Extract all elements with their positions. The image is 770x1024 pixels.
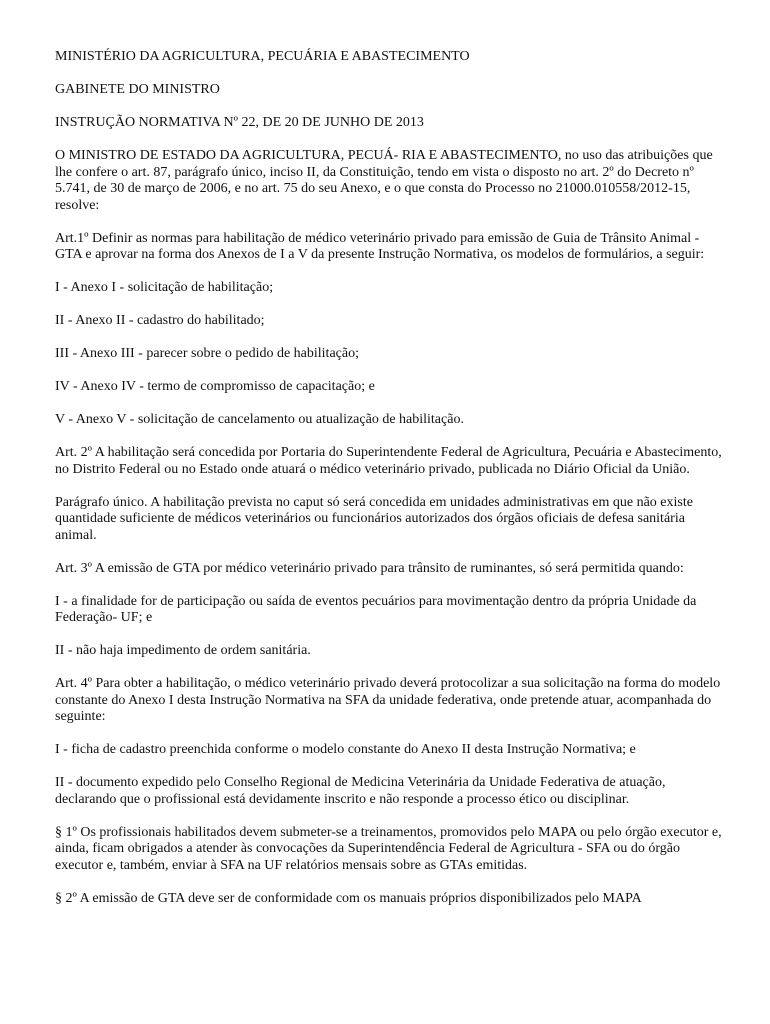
article-1-item-i: I - Anexo I - solicitação de habilitação; — [55, 280, 274, 295]
article-1-item-iv: IV - Anexo IV - termo de compromisso de capacitação; e — [55, 379, 375, 394]
article-4-section-1: § 1º Os profissionais habilitados devem submeter-se a treinamentos, promovidos pelo MAPA ou pelo órgão executor e, ainda, ficam obrigados a atender às convocações da Superintendência Federal de Agricultura - SFA ou do órgão executor e, também, enviar à SFA na UF relatórios mensais sobre as GTAs emitidas. — [55, 824, 722, 873]
article-2-sole-paragraph: Parágrafo único. A habilitação prevista no caput só será concedida em unidades administrativas em que não existe quantidade suficiente de médicos veterinários ou funcionários autorizados dos órgãos oficiais de defesa sanitária animal. — [55, 494, 693, 543]
article-4-paragraph: Art. 4º Para obter a habilitação, o médico veterinário privado deverá protocolizar a sua solicitação na forma do modelo constante do Anexo I desta Instrução Normativa na SFA da unidade federativa, onde pretende atuar, acompanhada do seguinte: — [55, 676, 721, 724]
article-1-item-ii: II - Anexo II - cadastro do habilitado; — [55, 313, 265, 328]
article-4-section-2: § 2º A emissão de GTA deve ser de conformidade com os manuais próprios disponibilizados pelo MAPA — [55, 890, 642, 906]
preamble-paragraph: O MINISTRO DE ESTADO DA AGRICULTURA, PECUÁ- RIA E ABASTECIMENTO, no uso das atribuições que lhe confere o art. 87, parágrafo único, inciso II, da Constituição, tendo em vista o disposto no art. 2º do Decreto nº 5.741, de 30 de março de 2006, e no art. 75 do seu Anexo, e o que consta do Processo no 21000.010558/2012-15, resolve: — [55, 148, 713, 213]
article-4-item-ii: II - documento expedido pelo Conselho Regional de Medicina Veterinária da Unidade Federativa de atuação, declarando que o profissional está devidamente inscrito e não responde a processo ético ou disciplinar. — [55, 775, 666, 807]
article-1-paragraph: Art.1º Definir as normas para habilitação de médico veterinário privado para emissão de Guia de Trânsito Animal - GTA e aprovar na forma dos Anexos de I a V da presente Instrução Normativa, os modelos de formulários, a seguir: — [55, 230, 705, 262]
document-page — [55, 49, 725, 924]
document-title: INSTRUÇÃO NORMATIVA Nº 22, DE 20 DE JUNHO DE 2013 — [55, 115, 424, 130]
article-3-paragraph: Art. 3º A emissão de GTA por médico veterinário privado para trânsito de ruminantes, só será permitida quando: — [55, 560, 684, 576]
article-3-item-i: I - a finalidade for de participação ou saída de eventos pecuários para movimentação dentro da própria Unidade da Federação- UF; e — [55, 593, 697, 625]
cabinet-heading: GABINETE DO MINISTRO — [55, 82, 220, 97]
article-3-item-ii: II - não haja impedimento de ordem sanitária. — [55, 643, 311, 658]
article-1-item-iii: III - Anexo III - parecer sobre o pedido de habilitação; — [55, 346, 359, 361]
article-2-paragraph: Art. 2º A habilitação será concedida por Portaria do Superintendente Federal de Agricultura, Pecuária e Abastecimento, no Distrito Federal ou no Estado onde atuará o médico veterinário privado, publicada no Diário Oficial da União. — [55, 445, 722, 477]
article-4-item-i: I - ficha de cadastro preenchida conforme o modelo constante do Anexo II desta Instrução Normativa; e — [55, 742, 636, 757]
article-1-item-v: V - Anexo V - solicitação de cancelamento ou atualização de habilitação. — [55, 412, 464, 427]
ministry-heading: MINISTÉRIO DA AGRICULTURA, PECUÁRIA E ABASTECIMENTO — [55, 49, 470, 64]
